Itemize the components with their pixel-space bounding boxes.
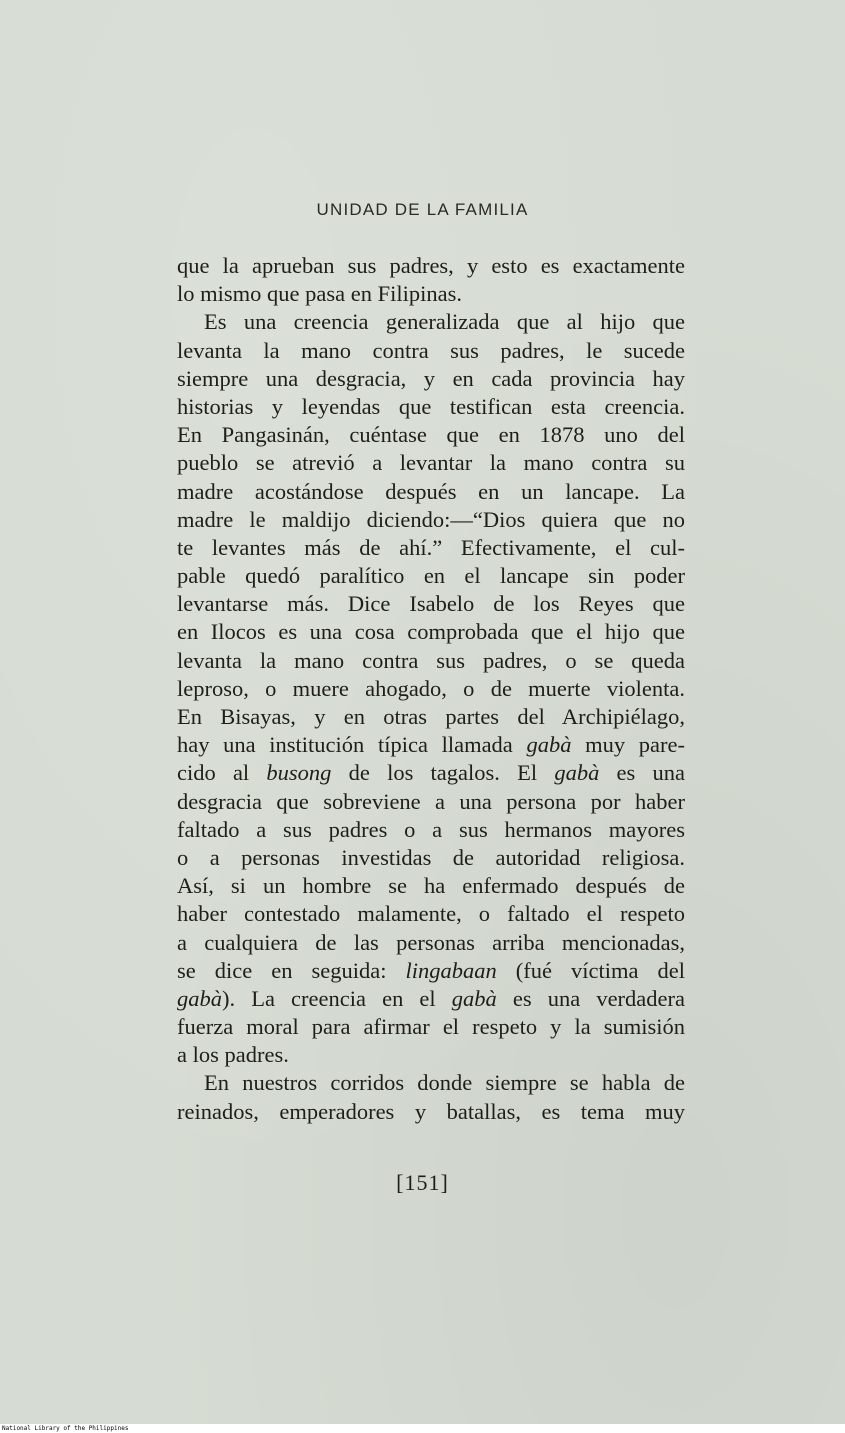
- italic-term: lingabaan: [405, 957, 497, 983]
- text-line-content: pable quedó paralítico en el lancape sin poder: [177, 563, 685, 589]
- text-line-content: desgracia que sobreviene a una persona por haber: [177, 788, 685, 814]
- text-line-content: levanta la mano contra sus padres, o se queda: [177, 647, 685, 673]
- text-line-content: En nuestros corridos donde siempre se habla de: [204, 1070, 685, 1096]
- text-line-content: a cualquiera de las personas arriba mencionadas,: [177, 929, 685, 955]
- text-line-content: reinados, emperadores y batallas, es tema muy: [177, 1098, 685, 1124]
- body-text: [177, 252, 685, 1126]
- text-line-content: En Bisayas, y en otras partes del Archipiélago,: [177, 704, 685, 729]
- text-line: [177, 337, 685, 365]
- text-line: [177, 647, 685, 675]
- text-segment: ). La creencia en el: [222, 985, 452, 1011]
- text-line-content: levanta la mano contra sus padres, le sucede: [177, 337, 685, 363]
- text-line: [177, 816, 685, 844]
- italic-term: gabà: [451, 985, 497, 1011]
- italic-term: gabà: [526, 732, 572, 758]
- text-segment: cido al: [177, 760, 267, 786]
- text-line-content: faltado a sus padres o a sus hermanos mayores: [177, 816, 685, 842]
- text-line: [177, 280, 685, 308]
- text-line: [177, 590, 685, 618]
- text-segment: se dice en seguida:: [177, 957, 406, 983]
- text-line-content: Es una creencia generalizada que al hijo que: [204, 309, 685, 335]
- text-line: [177, 788, 685, 816]
- text-line-content: Así, si un hombre se ha enfermado después de: [177, 873, 685, 899]
- text-line-content: levantarse más. Dice Isabelo de los Reyes que: [177, 591, 685, 617]
- text-segment: de los tagalos. El: [331, 760, 555, 786]
- text-line: [177, 478, 685, 506]
- text-line: [177, 365, 685, 393]
- italic-term: gabà: [554, 760, 600, 786]
- text-line-content: a los padres.: [177, 1042, 289, 1068]
- text-line: [177, 957, 685, 985]
- text-line: [177, 900, 685, 928]
- text-line-content: historias y leyendas que testifican esta creencia.: [177, 393, 685, 419]
- text-line-content: leproso, o muere ahogado, o de muerte violenta.: [177, 675, 685, 701]
- text-line: [177, 252, 685, 280]
- text-line: [177, 393, 685, 421]
- text-line: [177, 929, 685, 957]
- text-line: [177, 449, 685, 477]
- text-line: [177, 421, 685, 449]
- text-line: [177, 872, 685, 900]
- text-segment: es una verdadera: [496, 985, 685, 1011]
- text-line-content: En Pangasinán, cuéntase que en 1878 uno del: [177, 422, 685, 448]
- text-line: [177, 562, 685, 590]
- text-line-content: en Ilocos es una cosa comprobada que el hijo que: [177, 619, 685, 645]
- text-line-content: haber contestado malamente, o faltado el respeto: [177, 901, 685, 927]
- text-line-content: pueblo se atrevió a levantar la mano contra su: [177, 450, 685, 476]
- text-segment: (fué víctima del: [496, 957, 685, 983]
- library-credit: National Library of the Philippines: [2, 1425, 129, 1432]
- text-line-content: lo mismo que pasa en Filipinas.: [177, 281, 462, 307]
- text-line: [177, 1013, 685, 1041]
- text-line: [177, 731, 685, 759]
- text-line-content: madre le maldijo diciendo:—“Dios quiera que no: [177, 506, 685, 532]
- text-line-content: madre acostándose después en un lancape. La: [177, 478, 685, 504]
- text-line: [177, 985, 685, 1013]
- text-segment: hay una institución típica llamada: [177, 732, 527, 758]
- text-line: [177, 308, 685, 336]
- text-line: [177, 1069, 685, 1097]
- text-line-content: fuerza moral para afirmar el respeto y la sumisión: [177, 1014, 685, 1040]
- text-line-content: siempre una desgracia, y en cada provincia hay: [177, 365, 685, 391]
- text-line-content: que la aprueban sus padres, y esto es exactamente: [177, 253, 685, 278]
- text-line: [177, 844, 685, 872]
- text-line: [177, 675, 685, 703]
- text-line: [177, 534, 685, 562]
- text-line-content: o a personas investidas de autoridad religiosa.: [177, 844, 685, 870]
- text-line-content: te levantes más de ahí.” Efectivamente, el cul-: [177, 534, 685, 560]
- italic-term: gabà: [177, 985, 222, 1011]
- page-number: [151]: [396, 1170, 449, 1195]
- text-line: [177, 1098, 685, 1126]
- text-segment: es una: [599, 760, 685, 786]
- text-line: [177, 1041, 685, 1069]
- text-line: [177, 506, 685, 534]
- italic-term: busong: [266, 760, 332, 786]
- text-line: [177, 759, 685, 787]
- text-line: [177, 618, 685, 646]
- running-head: UNIDAD DE LA FAMILIA: [316, 200, 529, 219]
- text-line: [177, 703, 685, 731]
- text-segment: muy pare-: [571, 732, 685, 758]
